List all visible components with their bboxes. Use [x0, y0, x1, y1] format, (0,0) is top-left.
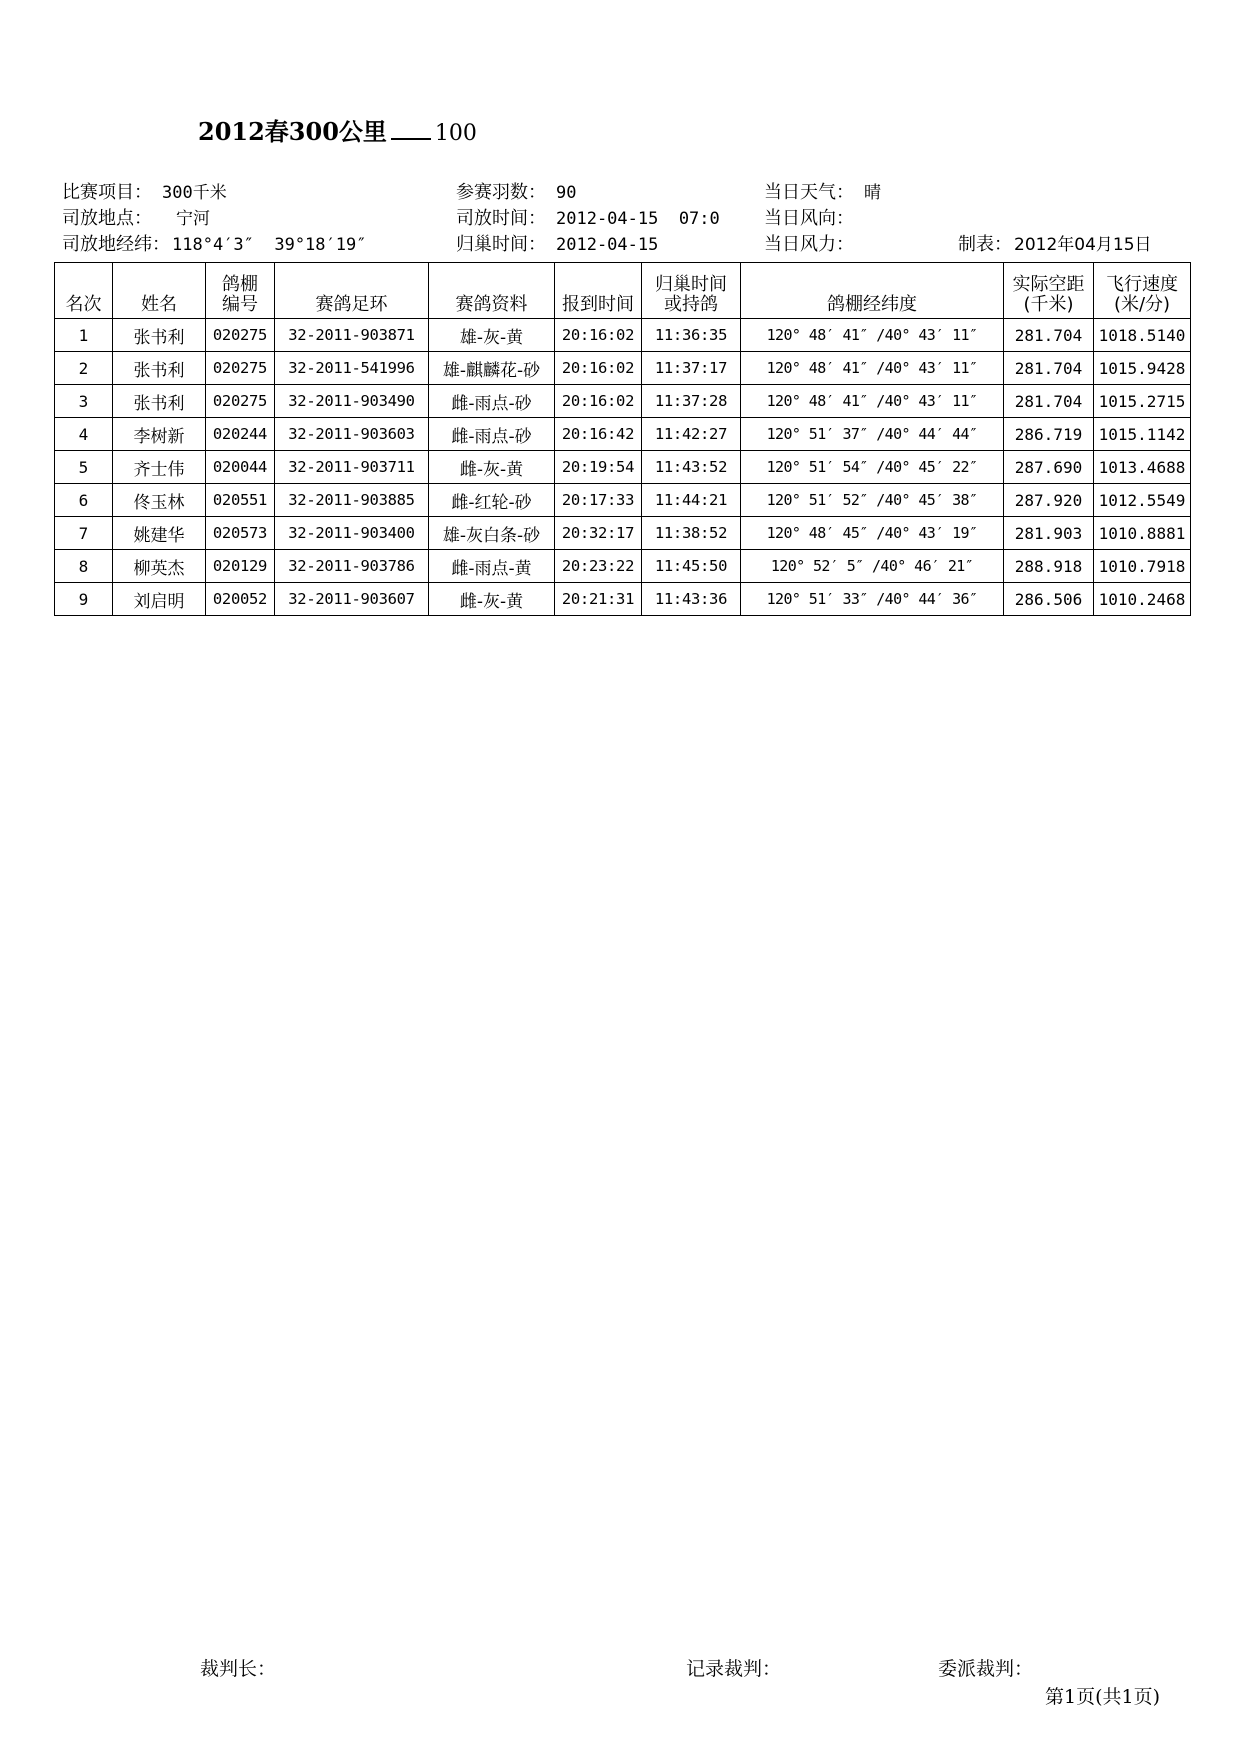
- info-project: 比赛项目： 300千米: [62, 182, 227, 203]
- cell-rank: 1: [55, 319, 113, 352]
- cell-loft-coord: 120° 52′ 5″ /40° 46′ 21″: [741, 550, 1004, 583]
- cell-rank: 9: [55, 583, 113, 616]
- cell-bird-info: 雌-雨点-砂: [429, 385, 555, 418]
- table-row: [55, 451, 1191, 484]
- cell-loft-id: 020044: [206, 451, 275, 484]
- cell-bird-info: 雌-雨点-黄: [429, 550, 555, 583]
- cell-name: 刘启明: [113, 583, 206, 616]
- cell-distance: 281.704: [1004, 385, 1094, 418]
- table-row: [55, 484, 1191, 517]
- table-row: [55, 583, 1191, 616]
- cell-rank: 5: [55, 451, 113, 484]
- info-count: 参赛羽数： 90: [456, 182, 577, 203]
- cell-ring: 32-2011-903885: [275, 484, 429, 517]
- cell-name: 姚建华: [113, 517, 206, 550]
- cell-loft-id: 020573: [206, 517, 275, 550]
- cell-name: 佟玉林: [113, 484, 206, 517]
- info-return-time: 归巢时间： 2012-04-15: [456, 234, 659, 255]
- table-row: [55, 550, 1191, 583]
- cell-name: 张书利: [113, 352, 206, 385]
- cell-return-time: 11:45:50: [642, 550, 741, 583]
- cell-name: 张书利: [113, 319, 206, 352]
- cell-loft-id: 020275: [206, 352, 275, 385]
- cell-bird-info: 雌-雨点-砂: [429, 418, 555, 451]
- col-header-distance: 实际空距 (千米): [1004, 263, 1094, 319]
- cell-report-time: 20:19:54: [555, 451, 642, 484]
- col-header-ring: 赛鸽足环: [275, 263, 429, 319]
- cell-rank: 4: [55, 418, 113, 451]
- cell-rank: 2: [55, 352, 113, 385]
- cell-report-time: 20:32:17: [555, 517, 642, 550]
- table-row: [55, 517, 1191, 550]
- info-wind-direction: 当日风向：: [764, 208, 854, 229]
- cell-report-time: 20:23:22: [555, 550, 642, 583]
- table-row: [55, 385, 1191, 418]
- cell-rank: 8: [55, 550, 113, 583]
- cell-distance: 287.920: [1004, 484, 1094, 517]
- info-wind-force: 当日风力：: [764, 234, 854, 255]
- cell-loft-id: 020052: [206, 583, 275, 616]
- cell-bird-info: 雄-灰-黄: [429, 319, 555, 352]
- cell-distance: 281.704: [1004, 319, 1094, 352]
- cell-return-time: 11:43:36: [642, 583, 741, 616]
- cell-speed: 1015.1142: [1094, 418, 1191, 451]
- cell-speed: 1012.5549: [1094, 484, 1191, 517]
- cell-ring: 32-2011-903711: [275, 451, 429, 484]
- cell-return-time: 11:36:35: [642, 319, 741, 352]
- info-made-date: 制表： 2012年04月15日: [958, 234, 1152, 255]
- cell-report-time: 20:16:42: [555, 418, 642, 451]
- cell-return-time: 11:43:52: [642, 451, 741, 484]
- cell-loft-id: 020244: [206, 418, 275, 451]
- footer-assigned-judge: 委派裁判：: [938, 1658, 1034, 1680]
- cell-report-time: 20:16:02: [555, 319, 642, 352]
- cell-distance: 281.903: [1004, 517, 1094, 550]
- col-header-name: 姓名: [113, 263, 206, 319]
- cell-loft-coord: 120° 48′ 41″ /40° 43′ 11″: [741, 385, 1004, 418]
- info-release-site: 司放地点： 宁河: [62, 208, 210, 229]
- cell-loft-coord: 120° 48′ 45″ /40° 43′ 19″: [741, 517, 1004, 550]
- page-number: 第1页(共1页): [1044, 1686, 1160, 1708]
- cell-loft-coord: 120° 51′ 33″ /40° 44′ 36″: [741, 583, 1004, 616]
- cell-loft-id: 020275: [206, 319, 275, 352]
- cell-distance: 286.506: [1004, 583, 1094, 616]
- cell-speed: 1018.5140: [1094, 319, 1191, 352]
- cell-loft-id: 020551: [206, 484, 275, 517]
- info-weather: 当日天气： 晴: [764, 182, 881, 203]
- cell-bird-info: 雌-红轮-砂: [429, 484, 555, 517]
- cell-loft-coord: 120° 48′ 41″ /40° 43′ 11″: [741, 319, 1004, 352]
- cell-ring: 32-2011-903871: [275, 319, 429, 352]
- cell-rank: 6: [55, 484, 113, 517]
- cell-bird-info: 雄-麒麟花-砂: [429, 352, 555, 385]
- page-title: [198, 112, 477, 147]
- cell-ring: 32-2011-903607: [275, 583, 429, 616]
- cell-loft-id: 020275: [206, 385, 275, 418]
- cell-name: 柳英杰: [113, 550, 206, 583]
- cell-report-time: 20:21:31: [555, 583, 642, 616]
- info-release-time: 司放时间： 2012-04-15 07:0: [456, 208, 720, 229]
- table-row: [55, 352, 1191, 385]
- cell-name: 张书利: [113, 385, 206, 418]
- cell-speed: 1015.2715: [1094, 385, 1191, 418]
- cell-bird-info: 雌-灰-黄: [429, 583, 555, 616]
- cell-ring: 32-2011-903490: [275, 385, 429, 418]
- cell-report-time: 20:17:33: [555, 484, 642, 517]
- cell-name: 李树新: [113, 418, 206, 451]
- col-header-loft-id: 鸽棚 编号: [206, 263, 275, 319]
- cell-distance: 281.704: [1004, 352, 1094, 385]
- col-header-rank: 名次: [55, 263, 113, 319]
- cell-return-time: 11:37:28: [642, 385, 741, 418]
- table-row: [55, 319, 1191, 352]
- cell-speed: 1015.9428: [1094, 352, 1191, 385]
- col-header-report-time: 报到时间: [555, 263, 642, 319]
- cell-loft-coord: 120° 51′ 52″ /40° 45′ 38″: [741, 484, 1004, 517]
- cell-speed: 1010.2468: [1094, 583, 1191, 616]
- footer-chief-judge: 裁判长：: [200, 1658, 277, 1680]
- cell-bird-info: 雄-灰白条-砂: [429, 517, 555, 550]
- cell-report-time: 20:16:02: [555, 352, 642, 385]
- cell-loft-coord: 120° 51′ 54″ /40° 45′ 22″: [741, 451, 1004, 484]
- cell-distance: 287.690: [1004, 451, 1094, 484]
- cell-loft-coord: 120° 51′ 37″ /40° 44′ 44″: [741, 418, 1004, 451]
- title-number: 100: [434, 121, 477, 146]
- cell-report-time: 20:16:02: [555, 385, 642, 418]
- cell-distance: 286.719: [1004, 418, 1094, 451]
- cell-speed: 1010.8881: [1094, 517, 1191, 550]
- table-row: [55, 418, 1191, 451]
- cell-rank: 3: [55, 385, 113, 418]
- title-main: 2012春300公里: [198, 117, 387, 146]
- cell-return-time: 11:38:52: [642, 517, 741, 550]
- info-release-coord: 司放地经纬： 118°4′3″ 39°18′19″: [62, 234, 367, 255]
- cell-loft-id: 020129: [206, 550, 275, 583]
- cell-speed: 1013.4688: [1094, 451, 1191, 484]
- cell-bird-info: 雌-灰-黄: [429, 451, 555, 484]
- results-table: [54, 262, 1191, 616]
- cell-rank: 7: [55, 517, 113, 550]
- col-header-speed: 飞行速度 (米/分): [1094, 263, 1191, 319]
- footer-record-judge: 记录裁判：: [686, 1658, 782, 1680]
- cell-ring: 32-2011-541996: [275, 352, 429, 385]
- cell-speed: 1010.7918: [1094, 550, 1191, 583]
- col-header-return-time: 归巢时间 或持鸽: [642, 263, 741, 319]
- cell-return-time: 11:42:27: [642, 418, 741, 451]
- cell-distance: 288.918: [1004, 550, 1094, 583]
- cell-loft-coord: 120° 48′ 41″ /40° 43′ 11″: [741, 352, 1004, 385]
- cell-ring: 32-2011-903786: [275, 550, 429, 583]
- cell-return-time: 11:44:21: [642, 484, 741, 517]
- col-header-bird-info: 赛鸽资料: [429, 263, 555, 319]
- cell-ring: 32-2011-903400: [275, 517, 429, 550]
- title-blank: [391, 120, 431, 140]
- col-header-loft-coord: 鸽棚经纬度: [741, 263, 1004, 319]
- cell-name: 齐士伟: [113, 451, 206, 484]
- cell-return-time: 11:37:17: [642, 352, 741, 385]
- cell-ring: 32-2011-903603: [275, 418, 429, 451]
- header-row: [55, 263, 1191, 319]
